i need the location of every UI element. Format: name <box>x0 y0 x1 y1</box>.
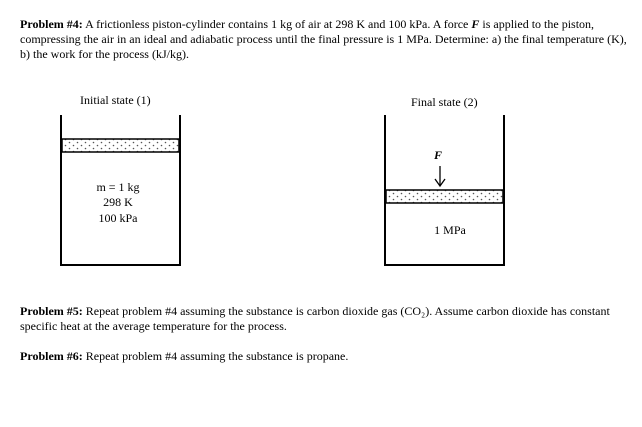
problem-4-text-a: A frictionless piston-cylinder contains 1 kg of air at 298 K and 100 kPa. A force <box>82 17 472 31</box>
problem-6-text <box>20 349 630 364</box>
initial-state-label: Initial state (1) <box>80 93 151 107</box>
problem-6-body: Repeat problem #4 assuming the substance is propane. <box>82 349 349 363</box>
piston-initial <box>62 139 179 152</box>
problem-5-label: Problem #5: <box>20 304 83 318</box>
problem-5-body: Repeat problem #4 assuming the substance is carbon dioxide gas (CO₂). Assume carbon dioxide has constant specific heat at the average temperature for the process. <box>20 304 610 333</box>
force-arrow-icon <box>435 166 445 186</box>
problem-5-text <box>20 304 630 334</box>
state2-pressure: 1 MPa <box>434 223 466 237</box>
state1-mass: m = 1 kg <box>96 180 140 194</box>
problem-4-text-b: is applied to the piston, compressing the air in an ideal and adiabatic process until the final pressure is 1 MPa. Determine: a) the final temperature (K), b) the work for the process (kJ/kg). <box>20 17 627 61</box>
final-state-label: Final state (2) <box>411 95 478 109</box>
state1-pressure: 100 kPa <box>98 211 138 225</box>
force-symbol: F <box>471 17 480 31</box>
force-label: F <box>434 148 443 162</box>
problem-6-label: Problem #6: <box>20 349 83 363</box>
piston-final <box>386 190 503 203</box>
state1-temperature: 298 K <box>103 195 133 209</box>
problem-4-label: Problem #4: <box>20 17 83 31</box>
